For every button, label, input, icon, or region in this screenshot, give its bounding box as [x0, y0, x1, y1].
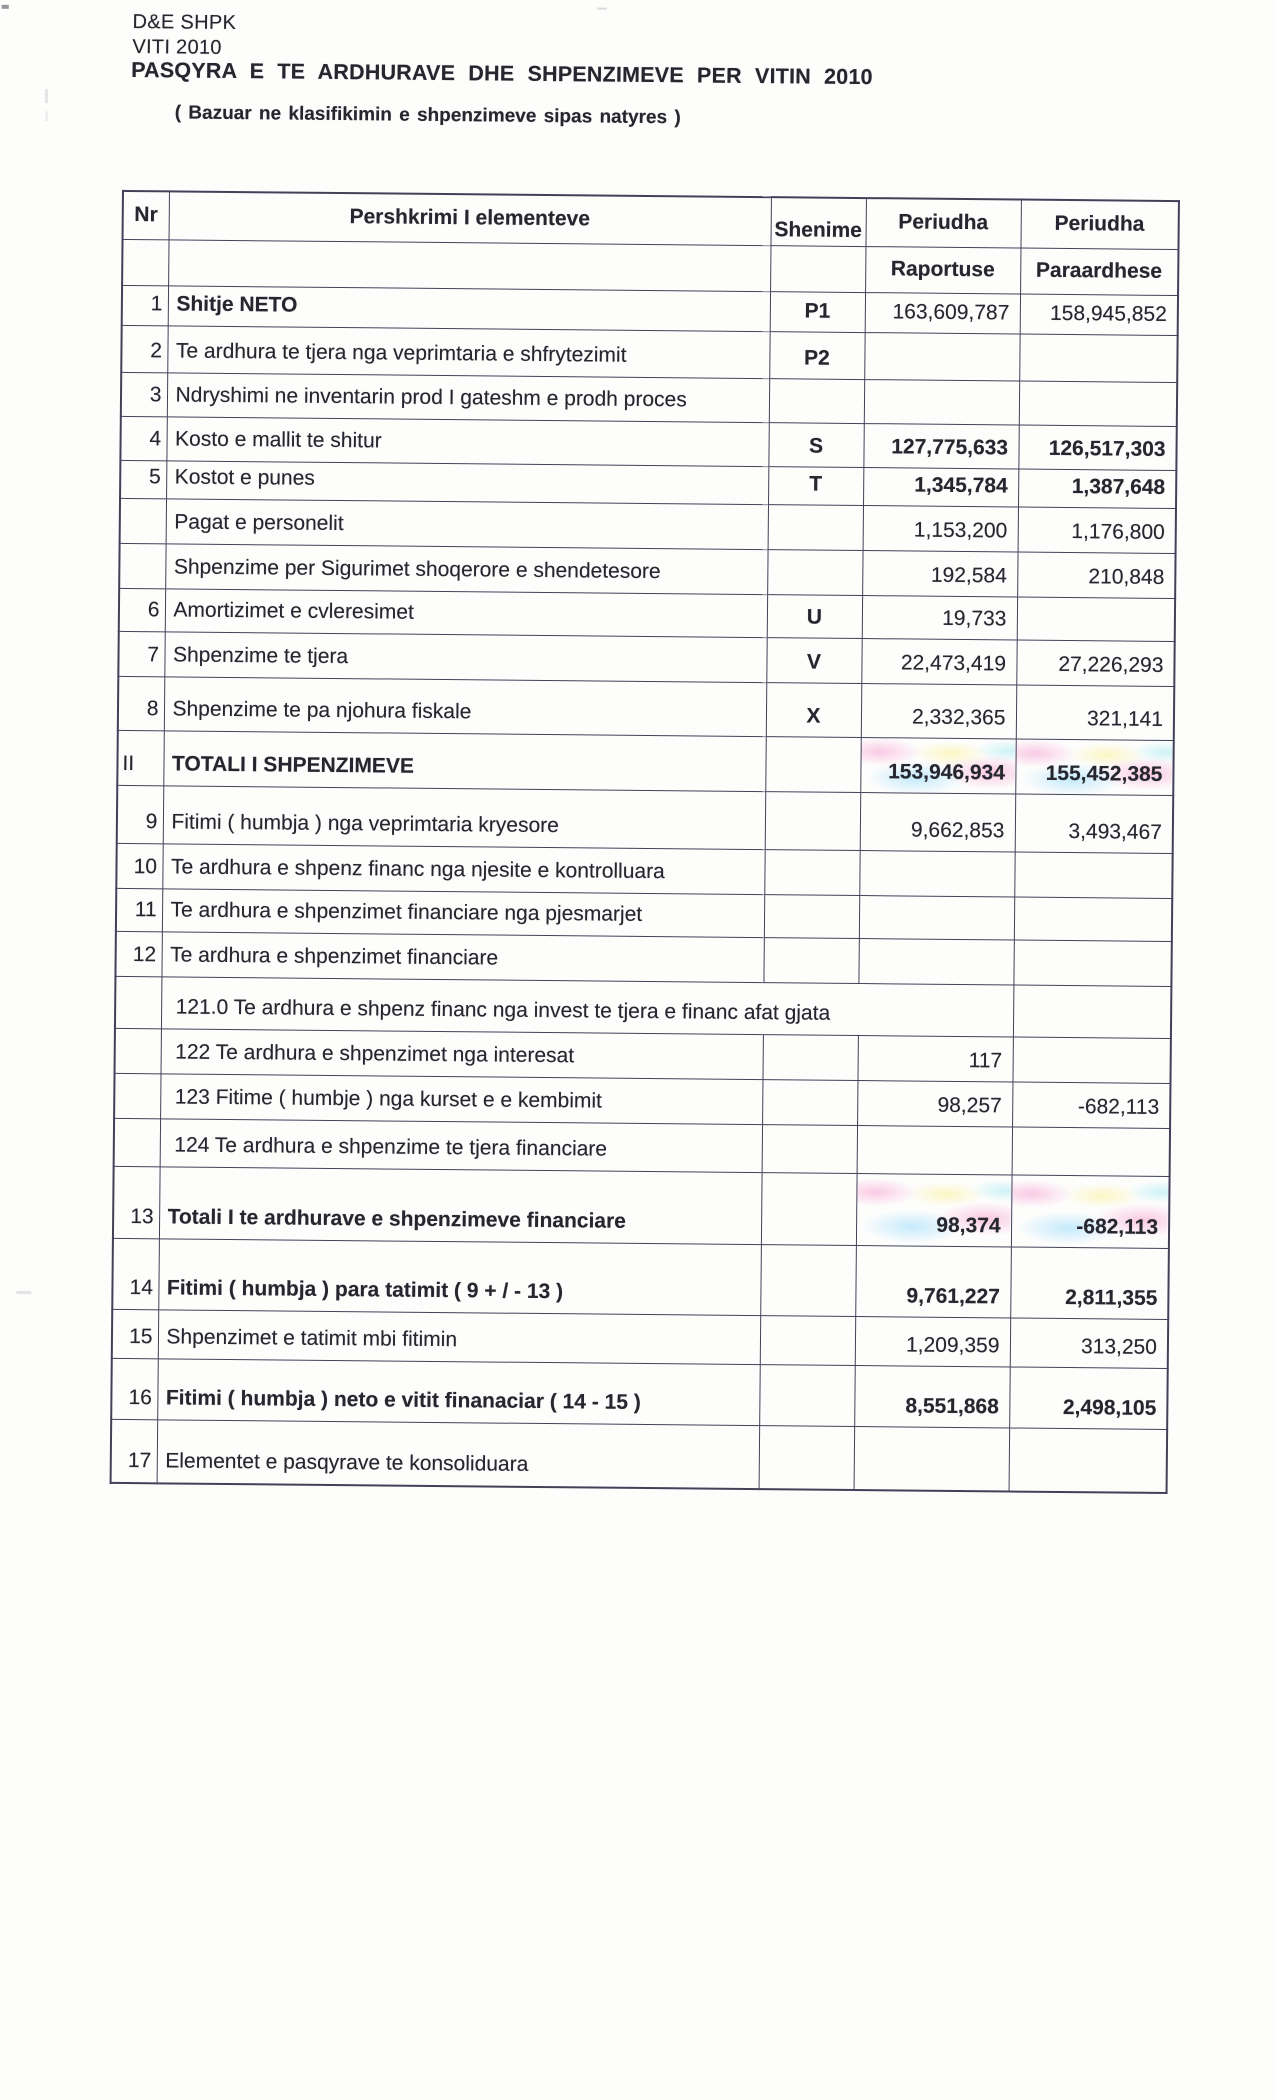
notes-cell	[764, 894, 859, 938]
prior-period-cell	[1012, 1127, 1170, 1177]
nr-cell: 1	[122, 285, 168, 325]
header-empty-cell	[122, 239, 168, 285]
nr-cell: 10	[116, 843, 162, 888]
notes-cell	[768, 504, 863, 550]
year-line: VITI 2010	[132, 36, 222, 59]
current-period-cell: 98,374	[856, 1173, 1012, 1246]
nr-cell: 14	[112, 1238, 159, 1309]
notes-cell	[760, 1244, 856, 1316]
description-cell: Fitimi ( humbja ) para tatimit ( 9 + / - 13 )	[158, 1238, 761, 1315]
header-empty-cell	[770, 245, 865, 292]
notes-cell: T	[768, 466, 863, 505]
col-header-period-prior: Periudha	[1020, 200, 1178, 250]
notes-cell: P2	[769, 331, 864, 379]
description-cell: Pagat e personelit	[166, 498, 768, 549]
description-cell: Amortizimet e cvleresimet	[165, 588, 767, 637]
prior-period-cell: 2,498,105	[1009, 1366, 1168, 1429]
nr-cell	[115, 976, 161, 1028]
description-cell: Shpenzime te tjera	[164, 631, 766, 682]
table-row	[117, 730, 1173, 795]
statement-table-body	[111, 285, 1178, 1493]
current-period-cell	[864, 379, 1019, 424]
scan-artifact	[45, 89, 48, 103]
description-cell: Te ardhura te tjera nga veprimtaria e shfrytezimit	[167, 325, 769, 378]
current-period-cell: 127,775,633	[863, 423, 1018, 468]
nr-cell: 8	[118, 676, 165, 730]
description-cell: 123 Fitime ( humbje ) nga kurset e e kembimit	[160, 1073, 762, 1124]
current-period-cell	[859, 895, 1014, 939]
prior-period-cell: -682,113	[1012, 1082, 1170, 1129]
nr-cell: II	[117, 730, 164, 785]
description-cell: Shitje NETO	[168, 285, 770, 331]
prior-period-cell: 313,250	[1010, 1318, 1168, 1369]
prior-period-cell: 2,811,355	[1010, 1247, 1169, 1320]
scan-artifact	[16, 1291, 31, 1294]
current-period-cell	[854, 1426, 1010, 1491]
notes-cell	[761, 1172, 857, 1245]
description-cell: 124 Te ardhura e shpenzime te tjera financiare	[160, 1118, 762, 1172]
table-row	[111, 1358, 1168, 1429]
prior-period-cell	[1014, 852, 1172, 899]
description-cell: Kostot e punes	[166, 460, 768, 504]
notes-cell	[764, 849, 859, 895]
col-subheader-prior: Paraardhese	[1020, 248, 1178, 296]
table-row	[117, 785, 1174, 853]
current-period-cell: 8,551,868	[854, 1365, 1010, 1427]
notes-cell	[759, 1425, 855, 1490]
income-statement-table	[110, 190, 1180, 1494]
description-cell: Ndryshimi ne inventarin prod I gateshm e prodh proces	[167, 372, 769, 422]
prior-period-cell	[1017, 597, 1175, 642]
notes-cell	[760, 1315, 855, 1365]
col-header-period-current: Periudha	[865, 198, 1020, 247]
description-cell: Fitimi ( humbja ) neto e vitit finanaciar ( 14 - 15 )	[157, 1358, 760, 1425]
nr-cell: 11	[116, 888, 162, 931]
col-header-nr: Nr	[123, 191, 169, 239]
description-cell: Shpenzimet e tatimit mbi fitimin	[158, 1309, 760, 1364]
nr-cell: 9	[117, 785, 164, 843]
notes-cell: V	[766, 637, 861, 683]
scan-artifact	[46, 111, 48, 121]
current-period-cell: 1,345,784	[863, 467, 1018, 506]
description-cell: 122 Te ardhura e shpenzimet nga interesat	[161, 1028, 763, 1079]
current-period-cell: 192,584	[862, 550, 1017, 596]
statement-title: PASQYRA E TE ARDHURAVE DHE SHPENZIMEVE PER VITIN 2010	[131, 58, 873, 90]
description-cell: 121.0 Te ardhura e shpenz financ nga invest te tjera e financ afat gjata	[161, 976, 1013, 1036]
col-header-notes: Shenime	[771, 197, 866, 246]
nr-cell: 12	[115, 931, 161, 976]
prior-period-cell: 321,141	[1016, 685, 1175, 741]
nr-cell: 6	[119, 588, 165, 631]
current-period-cell	[857, 1125, 1012, 1174]
current-period-cell: 163,609,787	[865, 292, 1020, 333]
notes-cell	[763, 937, 858, 983]
table-row	[111, 1419, 1168, 1493]
current-period-cell: 1,153,200	[863, 505, 1018, 551]
scan-artifact	[597, 7, 607, 9]
description-cell: Totali I te ardhurave e shpenzimeve financiare	[159, 1166, 762, 1244]
nr-cell: 13	[113, 1166, 160, 1238]
current-period-cell: 98,257	[857, 1080, 1012, 1126]
notes-cell: U	[767, 594, 862, 638]
description-cell: Fitimi ( humbja ) nga veprimtaria kryesore	[163, 785, 766, 849]
notes-cell	[765, 736, 861, 792]
description-cell: Te ardhura e shpenzimet financiare nga pjesmarjet	[162, 888, 764, 937]
current-period-cell	[859, 850, 1014, 896]
notes-cell	[767, 549, 862, 595]
description-cell: Elementet e pasqyrave te konsoliduara	[157, 1419, 760, 1489]
prior-period-cell: 158,945,852	[1020, 294, 1178, 336]
current-period-cell: 1,209,359	[855, 1316, 1010, 1366]
prior-period-cell: -682,113	[1011, 1175, 1170, 1249]
notes-cell: X	[766, 682, 862, 737]
prior-period-cell: 27,226,293	[1016, 640, 1174, 687]
notes-cell	[765, 791, 861, 850]
prior-period-cell	[1019, 381, 1177, 427]
prior-period-cell: 1,387,648	[1018, 469, 1176, 509]
nr-cell: 2	[121, 325, 167, 372]
description-cell: TOTALI I SHPENZIMEVE	[163, 730, 766, 791]
current-period-cell: 9,761,227	[855, 1245, 1011, 1317]
prior-period-cell: 3,493,467	[1015, 794, 1174, 854]
nr-cell	[114, 1073, 160, 1118]
col-subheader-current: Raportuse	[865, 246, 1020, 293]
notes-cell: S	[768, 422, 863, 467]
header-empty-cell	[168, 239, 770, 291]
table-row	[113, 1166, 1170, 1248]
current-period-cell: 2,332,365	[861, 683, 1017, 738]
nr-cell	[119, 543, 165, 588]
notes-cell: P1	[770, 291, 865, 332]
nr-cell: 3	[121, 372, 167, 416]
current-period-cell: 153,946,934	[860, 737, 1016, 793]
nr-cell	[115, 1028, 161, 1073]
current-period-cell: 22,473,419	[861, 638, 1016, 684]
prior-period-cell	[1013, 985, 1171, 1039]
table-row	[118, 676, 1174, 740]
statement-subtitle: ( Bazuar ne klasifikimin e shpenzimeve sipas natyres )	[174, 102, 681, 129]
nr-cell: 4	[120, 416, 166, 460]
description-cell: Te ardhura e shpenzimet financiare	[161, 931, 763, 982]
description-cell: Te ardhura e shpenz financ nga njesite e kontrolluara	[162, 843, 764, 894]
notes-cell	[762, 1034, 857, 1080]
nr-cell: 5	[120, 460, 166, 498]
current-period-cell: 117	[857, 1035, 1012, 1081]
prior-period-cell: 155,452,385	[1015, 739, 1174, 796]
company-name: D&E SHPK	[132, 11, 237, 35]
notes-cell	[769, 378, 864, 423]
prior-period-cell	[1013, 940, 1171, 987]
notes-cell	[762, 1079, 857, 1125]
notes-cell	[762, 1124, 857, 1173]
notes-cell	[759, 1364, 855, 1426]
prior-period-cell	[1014, 897, 1172, 942]
col-header-description: Pershkrimi I elementeve	[169, 191, 771, 245]
prior-period-cell	[1019, 334, 1177, 383]
current-period-cell	[864, 332, 1019, 380]
prior-period-cell: 1,176,800	[1018, 507, 1176, 554]
nr-cell	[120, 498, 166, 543]
table-row	[112, 1238, 1169, 1319]
prior-period-cell: 210,848	[1017, 552, 1175, 599]
scan-artifact	[2, 5, 9, 9]
prior-period-cell	[1009, 1427, 1168, 1493]
nr-cell: 15	[112, 1309, 158, 1358]
description-cell: Shpenzime te pa njohura fiskale	[164, 676, 766, 736]
prior-period-cell	[1012, 1037, 1170, 1084]
prior-period-cell: 126,517,303	[1018, 425, 1176, 471]
table-header	[122, 191, 1179, 295]
description-cell: Shpenzime per Sigurimet shoqerore e shendetesore	[165, 543, 767, 594]
nr-cell: 16	[111, 1358, 158, 1419]
current-period-cell: 9,662,853	[860, 792, 1016, 851]
current-period-cell	[858, 938, 1013, 984]
current-period-cell: 19,733	[862, 595, 1017, 639]
nr-cell: 17	[111, 1419, 158, 1483]
nr-cell	[114, 1118, 160, 1166]
nr-cell: 7	[118, 631, 164, 676]
description-cell: Kosto e mallit te shitur	[166, 416, 768, 466]
